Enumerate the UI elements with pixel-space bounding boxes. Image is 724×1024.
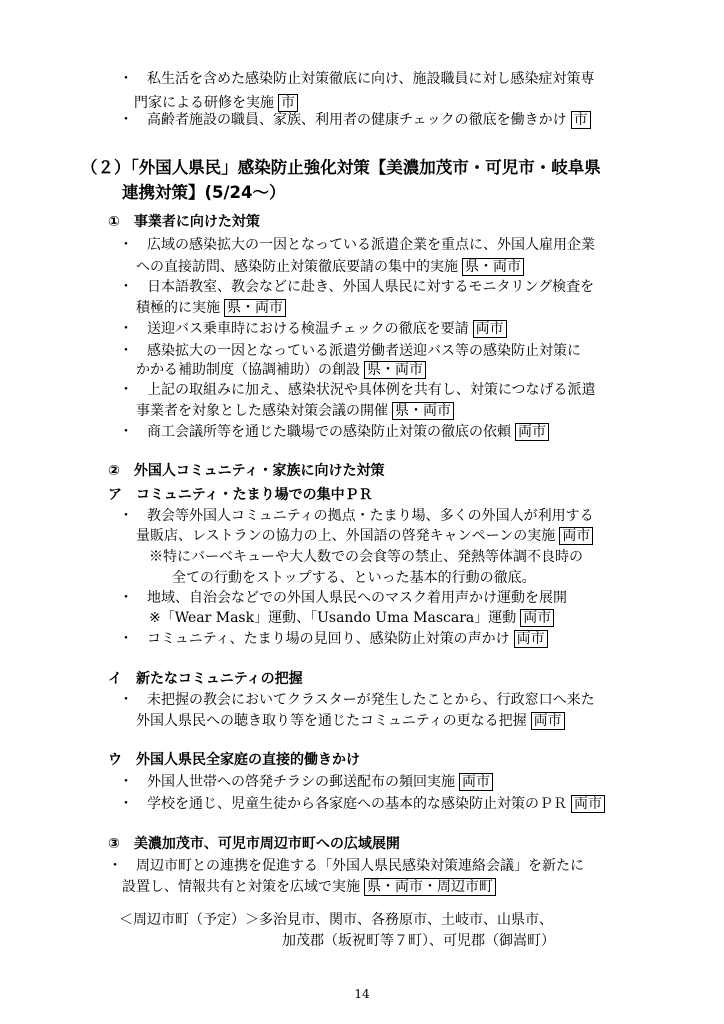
tag-box: 両市 bbox=[531, 712, 565, 730]
tag-box: 県・両市 bbox=[462, 258, 524, 276]
body-line: 外国人県民への聴き取り等を通じたコミュニティの更なる把握 両市 bbox=[136, 712, 565, 730]
body-line: ・ 私生活を含めた感染防止対策徹底に向け、施設職員に対し感染症対策専 bbox=[119, 71, 595, 87]
body-line: への直接訪問、感染防止対策徹底要請の集中的実施 県・両市 bbox=[136, 258, 524, 276]
section-heading: （２）「外国人県民」感染防止強化対策【美濃加茂市・可児市・岐阜県 bbox=[81, 158, 601, 177]
body-line: ※特にバーベキューや大人数での会食等の禁止、発熱等体調不良時の bbox=[149, 549, 583, 565]
tag-box: 県・両市・周辺市町 bbox=[364, 878, 496, 896]
body-line: ・ 商工会議所等を通じた職場での感染防止対策の徹底の依頼 両市 bbox=[119, 423, 549, 441]
body-line: ・ 高齢者施設の職員、家族、利用者の健康チェックの徹底を働きかけ 市 bbox=[119, 111, 591, 129]
tag-box: 両市 bbox=[520, 609, 554, 627]
tag-box: 県・両市 bbox=[224, 299, 286, 317]
tag-box: 市 bbox=[571, 111, 591, 129]
subsection-heading: イ 新たなコミュニティの把握 bbox=[108, 671, 303, 687]
body-line: 量販店、レストランの協力の上、外国語の啓発キャンペーンの実施 両市 bbox=[136, 527, 593, 545]
body-line: ・ 広域の感染拡大の一因となっている派遣企業を重点に、外国人雇用企業 bbox=[119, 237, 595, 253]
subsection-heading: ③ 美濃加茂市、可児市周辺市町への広域展開 bbox=[108, 836, 400, 852]
tag-box: 県・両市 bbox=[392, 402, 454, 420]
tag-box: 両市 bbox=[459, 773, 493, 791]
body-line: ・ 周辺市町との連携を促進する「外国人県民感染対策連絡会議」を新たに bbox=[108, 858, 584, 874]
tag-box: 両市 bbox=[559, 527, 593, 545]
subsection-heading: ア コミュニティ・たまり場での集中ＰＲ bbox=[108, 487, 373, 503]
body-line: 門家による研修を実施 市 bbox=[134, 94, 298, 112]
tag-box: 県・両市 bbox=[364, 361, 426, 379]
tag-box: 両市 bbox=[571, 795, 605, 813]
body-line: ・ 学校を通じ、児童生徒から各家庭への基本的な感染防止対策のＰＲ 両市 bbox=[119, 795, 605, 813]
subsection-heading: ② 外国人コミュニティ・家族に向けた対策 bbox=[108, 463, 385, 479]
body-line: 事業者を対象とした感染対策会議の開催 県・両市 bbox=[136, 402, 454, 420]
body-line: ・ 送迎バス乗車時における検温チェックの徹底を要請 両市 bbox=[119, 320, 507, 338]
body-line: 設置し、情報共有と対策を広域で実施 県・両市・周辺市町 bbox=[122, 878, 496, 896]
body-line: ・ 未把握の教会においてクラスターが発生したことから、行政窓口へ来た bbox=[119, 692, 595, 708]
tag-box: 両市 bbox=[515, 423, 549, 441]
tag-box: 市 bbox=[278, 94, 298, 112]
body-line: ＜周辺市町（予定）＞多治見市、関市、各務原市、土岐市、山県市、 bbox=[119, 912, 553, 928]
body-line: かかる補助制度（協調補助）の創設 県・両市 bbox=[136, 361, 426, 379]
tag-box: 両市 bbox=[473, 320, 507, 338]
body-line: ・ 上記の取組みに加え、感染状況や具体例を共有し、対策につなげる派遣 bbox=[119, 382, 596, 398]
body-line: ・ 地域、自治会などでの外国人県民へのマスク着用声かけ運動を展開 bbox=[119, 590, 567, 606]
body-line: ・ 日本語教室、教会などに赴き、外国人県民に対するモニタリング検査を bbox=[119, 279, 595, 295]
body-line: ・ 外国人世帯への啓発チラシの郵送配布の頻回実施 両市 bbox=[119, 773, 493, 791]
tag-box: 両市 bbox=[514, 630, 548, 648]
body-line: 全ての行動をストップする、といった基本的行動の徹底。 bbox=[172, 570, 536, 586]
body-line: ・ 教会等外国人コミュニティの拠点・たまり場、多くの外国人が利用する bbox=[119, 508, 594, 524]
body-line: 積極的に実施 県・両市 bbox=[136, 299, 286, 317]
body-line: ・ 感染拡大の一因となっている派遣労働者送迎バス等の感染防止対策に bbox=[119, 343, 581, 359]
subsection-heading: ① 事業者に向けた対策 bbox=[108, 214, 260, 230]
subsection-heading: ウ 外国人県民全家庭の直接的働きかけ bbox=[108, 752, 360, 768]
page-number: 14 bbox=[354, 987, 370, 1001]
section-heading: 連携対策】(5/24～） bbox=[122, 183, 286, 202]
body-line: ※「Wear Mask」運動、「Usando Uma Mascara」運動 両市 bbox=[149, 609, 554, 627]
body-line: 加茂郡（坂祝町等７町）、可児郡（御嵩町） bbox=[282, 933, 555, 949]
body-line: ・ コミュニティ、たまり場の見回り、感染防止対策の声かけ 両市 bbox=[119, 630, 548, 648]
